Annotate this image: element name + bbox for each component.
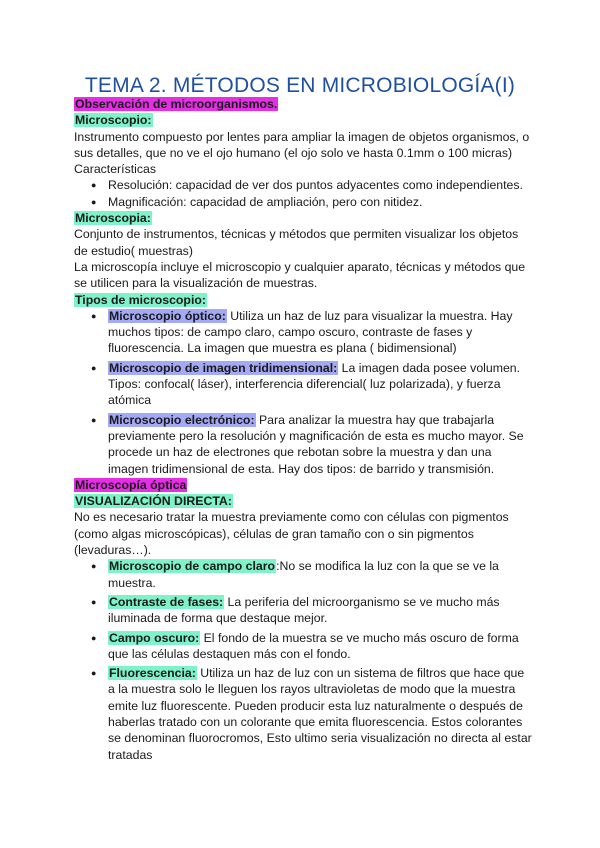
section-heading-tipos bbox=[74, 292, 534, 308]
term-highlight: Fluorescencia: bbox=[109, 666, 196, 681]
list-item bbox=[108, 594, 534, 627]
term-description: Utiliza un haz de luz para visualizar la muestra. Hay muchos tipos: de campo claro, campo oscuro, contraste de fases y fluorescencia. La imagen que muestra es plana ( bidimensional) bbox=[108, 308, 513, 356]
term-description: Utiliza un haz de luz con un sistema de filtros que hace que a la muestra solo le lleguen los rayos ultravioletas de modo que la muestra emite luz fluorescente. Pueden producir esta luz naturalmente o después de haberlas tratado con un colorante que emita fluorescencia. Estos colorantes se denominan fluorocromos, Esto ultimo seria visualización no directa al estar tratadas bbox=[108, 666, 532, 762]
section-heading-observacion bbox=[74, 96, 534, 112]
term-highlight: Microscopio óptico: bbox=[109, 308, 226, 323]
microscopio-definition: Instrumento compuesto por lentes para ampliar la imagen de objetos organismos, o sus detalles, que no ve el ojo humano (el ojo solo ve hasta 0.1mm o 100 micras) bbox=[74, 129, 530, 160]
tipos-list bbox=[74, 308, 534, 477]
document-body bbox=[74, 96, 534, 763]
list-item: ● Magnificación: capacidad de ampliación, pero con nitidez. bbox=[108, 194, 534, 210]
list-item bbox=[108, 558, 534, 591]
heading-microscopio-text: Microscopio: bbox=[75, 113, 152, 128]
heading-microscopia-text: Microscopia: bbox=[75, 211, 151, 226]
term-highlight: Contraste de fases: bbox=[109, 594, 224, 609]
page-title: TEMA 2. MÉTODOS EN MICROBIOLOGÍA(I) bbox=[84, 74, 516, 97]
section-heading-optica bbox=[74, 477, 534, 493]
term-highlight: Microscopio de campo claro bbox=[109, 559, 276, 574]
term-description: :No se modifica la luz con la que se ve la muestra. bbox=[108, 559, 499, 590]
heading-tipos-text: Tipos de microscopio: bbox=[75, 292, 206, 307]
heading-optica-text: Microscopía óptica bbox=[75, 477, 187, 492]
list-item bbox=[108, 308, 534, 357]
term-highlight: Microscopio de imagen tridimensional: bbox=[109, 360, 338, 375]
term-description: La imagen dada posee volumen. Tipos: confocal( láser), interferencia diferencial( luz polarizada), y fuerza atómica bbox=[108, 360, 521, 408]
heading-visualizacion-text: VISUALIZACIÓN DIRECTA: bbox=[75, 494, 232, 509]
term-highlight: Campo oscuro: bbox=[109, 630, 200, 645]
list-item bbox=[108, 665, 534, 763]
optica-list bbox=[74, 558, 534, 763]
list-item bbox=[108, 360, 534, 409]
heading-observacion-text: Observación de microorganismos. bbox=[75, 97, 278, 111]
list-item: ● Resolución: capacidad de ver dos puntos adyacentes como independientes. bbox=[108, 177, 534, 193]
caracteristicas-label: Características bbox=[74, 162, 157, 177]
subsection-heading-visualizacion bbox=[74, 493, 534, 509]
microscopia-paragraph-1: Conjunto de instrumentos, técnicas y métodos que permiten visualizar los objetos de estudio( muestras) bbox=[74, 227, 519, 258]
list-item bbox=[108, 412, 534, 477]
term-description: La periferia del microorganismo se ve mucho más iluminada de forma que destaque mejor. bbox=[108, 594, 500, 626]
section-heading-microscopia bbox=[74, 210, 534, 226]
optica-paragraph: No es necesario tratar la muestra previamente como con células con pigmentos (como algas microscópicas), células de gran tamaño con o sin pigmentos (levaduras…). bbox=[74, 510, 509, 558]
microscopia-paragraph-2: La microscopía incluye el microscopio y cualquier aparato, técnicas y métodos que se utilicen para la visualización de muestras. bbox=[74, 259, 526, 291]
caracteristicas-list bbox=[74, 177, 534, 210]
term-description: Para analizar la muestra hay que trabajarla previamente pero la resolución y magnificación de esta es mucho mayor. Se procede un haz de electrones que rebotan sobre la muestra y dan una imagen tridimensional de esta. Hay dos tipos: de barrido y transmisión. bbox=[108, 412, 524, 476]
list-item bbox=[108, 630, 534, 663]
section-heading-microscopio bbox=[74, 112, 534, 128]
term-highlight: Microscopio electrónico: bbox=[109, 412, 255, 427]
term-description: El fondo de la muestra se ve mucho más oscuro de forma que las células destaquen más con el fondo. bbox=[108, 630, 519, 661]
